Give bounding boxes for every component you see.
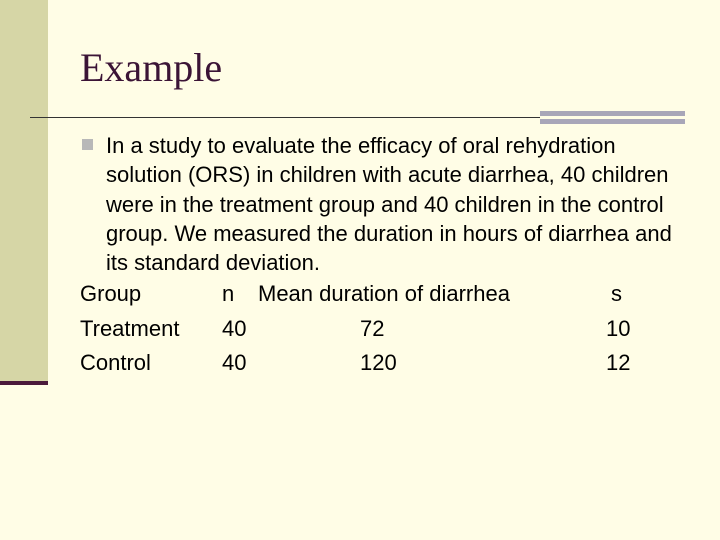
table-row: [80, 316, 680, 351]
cell-n: 40: [222, 315, 247, 341]
title-divider-accent: [540, 111, 685, 124]
cell-s: 10: [606, 315, 631, 341]
cell-mean: 120: [360, 350, 397, 375]
left-bar-end-line: [0, 381, 48, 385]
data-table: [80, 281, 680, 385]
header-s: s: [611, 281, 622, 306]
bullet-text: In a study to evaluate the efficacy of oral rehydration solution (ORS) in children with acute diarrhea, 40 children were in the treatment group and 40 children in the control group. We measured the duration in hours of diarrhea and its standard deviation.: [106, 133, 672, 276]
cell-mean: 72: [360, 315, 385, 341]
bullet-item: [80, 131, 680, 277]
header-mean-duration: Mean duration of diarrhea: [258, 281, 510, 306]
square-bullet-icon: [82, 139, 93, 150]
header-n: n: [222, 281, 235, 306]
cell-n: 40: [222, 350, 247, 375]
table-row: [80, 350, 680, 385]
cell-s: 12: [606, 350, 631, 375]
left-decorative-bar: [0, 0, 48, 381]
slide-title: Example: [80, 45, 223, 90]
cell-group: Control: [80, 350, 151, 375]
header-group: Group: [80, 281, 142, 306]
cell-group: Treatment: [80, 315, 180, 341]
table-header-row: [80, 281, 680, 316]
